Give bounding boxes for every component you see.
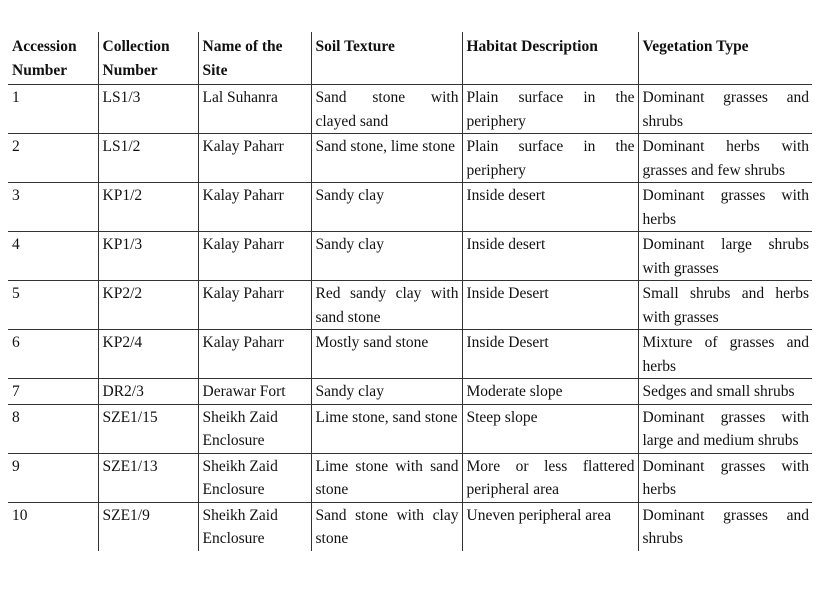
site-name-cell: Kalay Paharr	[198, 183, 311, 232]
accession-number-cell: 2	[8, 134, 98, 183]
soil-texture-cell: Sandy clay	[311, 379, 462, 405]
accession-number-cell: 6	[8, 330, 98, 379]
table-row	[8, 404, 812, 453]
habitat-description-cell: Inside desert	[462, 232, 638, 281]
site-name-cell: Kalay Paharr	[198, 281, 311, 330]
header-vegetation-type: Vegetation Type	[638, 32, 812, 85]
vegetation-type-cell: Mixture of grasses and herbs	[638, 330, 812, 379]
site-name-cell: Derawar Fort	[198, 379, 311, 405]
collection-number-cell: SZE1/15	[98, 404, 198, 453]
vegetation-type-cell: Sedges and small shrubs	[638, 379, 812, 405]
site-name-cell: Sheikh Zaid Enclosure	[198, 502, 311, 551]
header-site-name: Name of the Site	[198, 32, 311, 85]
vegetation-type-cell: Dominant grasses with herbs	[638, 183, 812, 232]
header-collection-number: Collection Number	[98, 32, 198, 85]
accession-number-cell: 8	[8, 404, 98, 453]
table-row	[8, 330, 812, 379]
header-habitat-description: Habitat Description	[462, 32, 638, 85]
soil-texture-cell: Sandy clay	[311, 183, 462, 232]
table-row	[8, 232, 812, 281]
site-name-cell: Sheikh Zaid Enclosure	[198, 404, 311, 453]
site-data-table	[8, 32, 812, 551]
soil-texture-cell: Sand stone with clayed sand	[311, 85, 462, 134]
collection-number-cell: LS1/3	[98, 85, 198, 134]
collection-number-cell: KP1/3	[98, 232, 198, 281]
site-name-cell: Kalay Paharr	[198, 232, 311, 281]
collection-number-cell: SZE1/13	[98, 453, 198, 502]
table-container	[8, 32, 812, 551]
header-row	[8, 32, 812, 85]
site-name-cell: Sheikh Zaid Enclosure	[198, 453, 311, 502]
site-name-cell: Kalay Paharr	[198, 330, 311, 379]
collection-number-cell: KP2/2	[98, 281, 198, 330]
site-name-cell: Lal Suhanra	[198, 85, 311, 134]
accession-number-cell: 4	[8, 232, 98, 281]
habitat-description-cell: Plain surface in the periphery	[462, 85, 638, 134]
soil-texture-cell: Mostly sand stone	[311, 330, 462, 379]
collection-number-cell: SZE1/9	[98, 502, 198, 551]
collection-number-cell: LS1/2	[98, 134, 198, 183]
collection-number-cell: KP1/2	[98, 183, 198, 232]
accession-number-cell: 9	[8, 453, 98, 502]
accession-number-cell: 10	[8, 502, 98, 551]
habitat-description-cell: Moderate slope	[462, 379, 638, 405]
vegetation-type-cell: Dominant large shrubs with grasses	[638, 232, 812, 281]
accession-number-cell: 7	[8, 379, 98, 405]
accession-number-cell: 5	[8, 281, 98, 330]
habitat-description-cell: More or less flattered peripheral area	[462, 453, 638, 502]
site-name-cell: Kalay Paharr	[198, 134, 311, 183]
soil-texture-cell: Red sandy clay with sand stone	[311, 281, 462, 330]
table-row	[8, 453, 812, 502]
habitat-description-cell: Plain surface in the periphery	[462, 134, 638, 183]
collection-number-cell: KP2/4	[98, 330, 198, 379]
soil-texture-cell: Sand stone with clay stone	[311, 502, 462, 551]
header-accession-number: Accession Number	[8, 32, 98, 85]
table-row	[8, 134, 812, 183]
vegetation-type-cell: Dominant grasses with large and medium shrubs	[638, 404, 812, 453]
soil-texture-cell: Sand stone, lime stone	[311, 134, 462, 183]
vegetation-type-cell: Small shrubs and herbs with grasses	[638, 281, 812, 330]
accession-number-cell: 3	[8, 183, 98, 232]
table-row	[8, 183, 812, 232]
habitat-description-cell: Steep slope	[462, 404, 638, 453]
accession-number-cell: 1	[8, 85, 98, 134]
habitat-description-cell: Uneven peripheral area	[462, 502, 638, 551]
soil-texture-cell: Lime stone, sand stone	[311, 404, 462, 453]
vegetation-type-cell: Dominant herbs with grasses and few shrubs	[638, 134, 812, 183]
habitat-description-cell: Inside Desert	[462, 330, 638, 379]
vegetation-type-cell: Dominant grasses and shrubs	[638, 502, 812, 551]
vegetation-type-cell: Dominant grasses and shrubs	[638, 85, 812, 134]
habitat-description-cell: Inside desert	[462, 183, 638, 232]
table-row	[8, 281, 812, 330]
soil-texture-cell: Lime stone with sand stone	[311, 453, 462, 502]
table-row	[8, 502, 812, 551]
header-soil-texture: Soil Texture	[311, 32, 462, 85]
collection-number-cell: DR2/3	[98, 379, 198, 405]
table-row	[8, 85, 812, 134]
soil-texture-cell: Sandy clay	[311, 232, 462, 281]
vegetation-type-cell: Dominant grasses with herbs	[638, 453, 812, 502]
habitat-description-cell: Inside Desert	[462, 281, 638, 330]
table-row	[8, 379, 812, 405]
